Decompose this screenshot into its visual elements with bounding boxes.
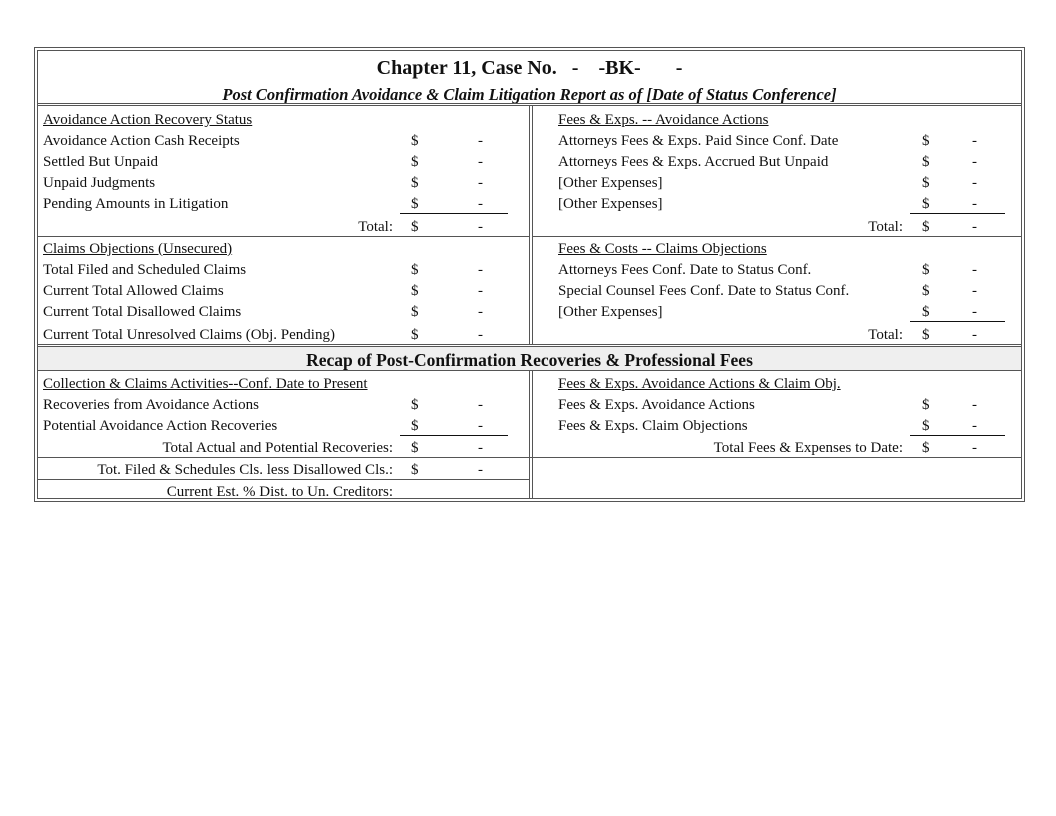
- total-label: Total:: [868, 327, 903, 343]
- row-label: Total Filed and Scheduled Claims: [43, 262, 247, 278]
- row-label: Current Total Allowed Claims: [43, 283, 224, 299]
- currency-symbol: $: [922, 397, 930, 413]
- row-value: -: [478, 262, 483, 278]
- row-label: Potential Avoidance Action Recoveries: [43, 418, 278, 434]
- row-label: Recoveries from Avoidance Actions: [43, 397, 259, 413]
- row-value: -: [478, 175, 483, 191]
- row-label: Current Total Unresolved Claims (Obj. Pending): [43, 327, 335, 343]
- currency-symbol: $: [922, 283, 930, 299]
- report-subtitle: Post Confirmation Avoidance & Claim Litigation Report as of [Date of Status Conference]: [222, 85, 837, 104]
- currency-symbol: $: [922, 418, 930, 434]
- row-value: -: [478, 196, 483, 212]
- row-label: Special Counsel Fees Conf. Date to Status Conf.: [558, 283, 850, 299]
- right-section-divider: [533, 236, 1021, 237]
- currency-symbol: $: [922, 304, 930, 320]
- total-label: Total Actual and Potential Recoveries:: [162, 440, 393, 456]
- row-value: -: [972, 154, 977, 170]
- row-value: -: [478, 133, 483, 149]
- currency-symbol: $: [922, 196, 930, 212]
- row-label: [Other Expenses]: [558, 175, 663, 191]
- total-value: -: [972, 219, 977, 235]
- filed-less-disallowed-label: Tot. Filed & Schedules Cls. less Disallowed Cls.:: [97, 462, 393, 478]
- row-value: -: [478, 327, 483, 343]
- currency-symbol: $: [411, 418, 419, 434]
- row-value: -: [972, 196, 977, 212]
- column-divider-b: [532, 105, 533, 345]
- left-section-divider: [37, 236, 530, 237]
- currency-symbol: $: [922, 440, 930, 456]
- total-label: Total:: [868, 219, 903, 235]
- currency-symbol: $: [411, 304, 419, 320]
- column-divider-a: [529, 105, 530, 345]
- row-value: -: [972, 175, 977, 191]
- row-label: Fees & Exps. Claim Objections: [558, 418, 748, 434]
- currency-symbol: $: [411, 440, 419, 456]
- row-label: Attorneys Fees & Exps. Paid Since Conf. Date: [558, 133, 839, 149]
- column-divider-d: [532, 370, 533, 498]
- report-title: Chapter 11, Case No. - -BK- -: [376, 57, 683, 79]
- row-value: -: [478, 154, 483, 170]
- currency-symbol: $: [411, 462, 419, 478]
- fees-claims-heading: Fees & Costs -- Claims Objections: [558, 241, 767, 257]
- total-value: -: [972, 327, 977, 343]
- currency-symbol: $: [411, 175, 419, 191]
- row-label: Attorneys Fees Conf. Date to Status Conf.: [558, 262, 812, 278]
- currency-symbol: $: [922, 262, 930, 278]
- currency-symbol: $: [922, 154, 930, 170]
- currency-symbol: $: [411, 327, 419, 343]
- row-label: Attorneys Fees & Exps. Accrued But Unpaid: [558, 154, 829, 170]
- currency-symbol: $: [411, 133, 419, 149]
- total-value: -: [972, 440, 977, 456]
- avoidance-heading: Avoidance Action Recovery Status: [43, 112, 253, 128]
- status-report-form: [34, 47, 1025, 502]
- row-value: -: [478, 418, 483, 434]
- row-value: -: [972, 133, 977, 149]
- row-label: Fees & Exps. Avoidance Actions: [558, 397, 755, 413]
- claims-heading: Claims Objections (Unsecured): [43, 241, 233, 257]
- currency-symbol: $: [411, 397, 419, 413]
- row-label: Avoidance Action Cash Receipts: [43, 133, 240, 149]
- row-value: -: [972, 304, 977, 320]
- total-value: -: [478, 440, 483, 456]
- row-value: -: [478, 304, 483, 320]
- filed-less-disallowed-value: -: [478, 462, 483, 478]
- total-label: Total Fees & Expenses to Date:: [713, 440, 903, 456]
- total-value: -: [478, 219, 483, 235]
- currency-symbol: $: [922, 219, 930, 235]
- currency-symbol: $: [411, 262, 419, 278]
- currency-symbol: $: [411, 219, 419, 235]
- row-value: -: [478, 397, 483, 413]
- lower-left-divider: [37, 479, 530, 480]
- row-value: -: [972, 262, 977, 278]
- currency-symbol: $: [411, 154, 419, 170]
- row-value: -: [972, 397, 977, 413]
- est-distribution-label: Current Est. % Dist. to Un. Creditors:: [166, 484, 393, 500]
- row-label: Unpaid Judgments: [43, 175, 156, 191]
- sum-underline: [910, 213, 1005, 214]
- row-label: [Other Expenses]: [558, 196, 663, 212]
- row-value: -: [972, 283, 977, 299]
- recap-title: Recap of Post-Confirmation Recoveries & Professional Fees: [306, 350, 753, 370]
- row-value: -: [972, 418, 977, 434]
- row-label: Pending Amounts in Litigation: [43, 196, 229, 212]
- sum-underline: [910, 435, 1005, 436]
- currency-symbol: $: [411, 283, 419, 299]
- total-label: Total:: [358, 219, 393, 235]
- currency-symbol: $: [411, 196, 419, 212]
- column-divider-c: [529, 370, 530, 498]
- currency-symbol: $: [922, 175, 930, 191]
- currency-symbol: $: [922, 327, 930, 343]
- fees-avoidance-heading: Fees & Exps. -- Avoidance Actions: [558, 112, 769, 128]
- row-value: -: [478, 283, 483, 299]
- currency-symbol: $: [922, 133, 930, 149]
- recap-right-heading: Fees & Exps. Avoidance Actions & Claim Obj.: [558, 376, 841, 392]
- sum-underline: [910, 321, 1005, 322]
- row-label: Settled But Unpaid: [43, 154, 158, 170]
- sum-underline: [400, 213, 508, 214]
- recap-left-heading: Collection & Claims Activities--Conf. Date to Present: [43, 376, 368, 392]
- row-label: [Other Expenses]: [558, 304, 663, 320]
- sum-underline: [400, 435, 508, 436]
- row-label: Current Total Disallowed Claims: [43, 304, 242, 320]
